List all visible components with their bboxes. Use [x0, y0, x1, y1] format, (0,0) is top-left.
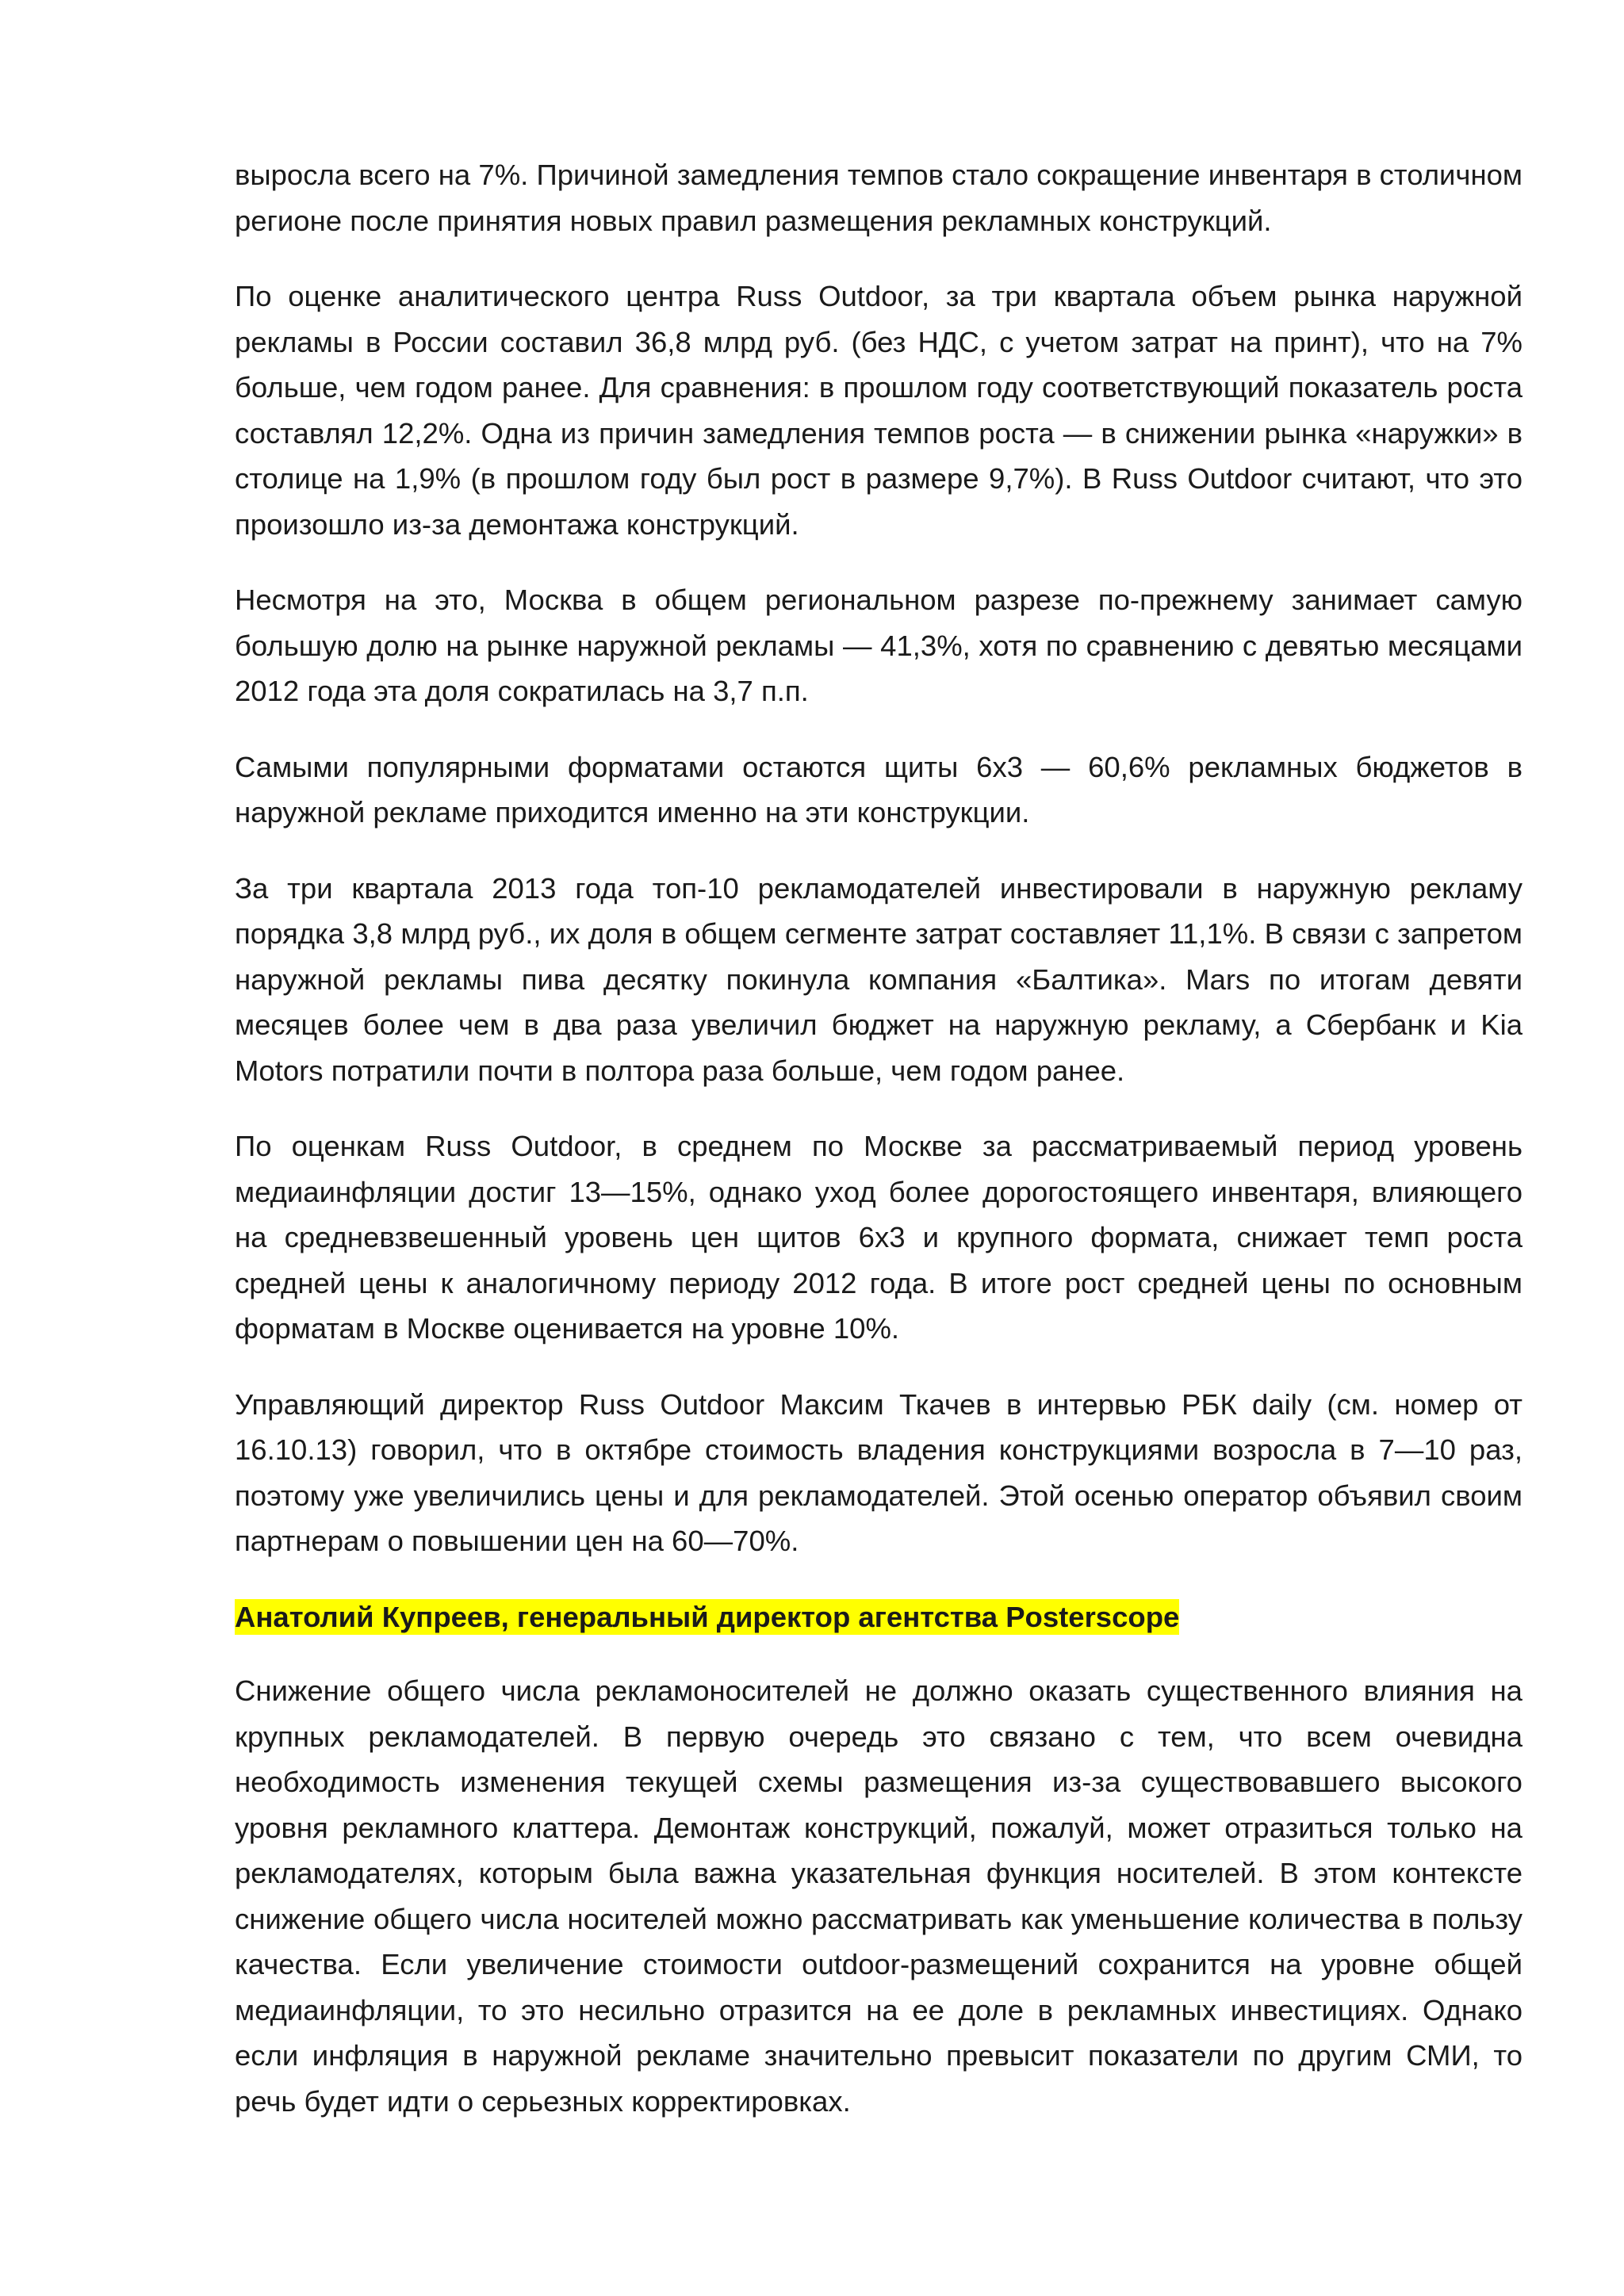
heading-text: Анатолий Купреев, генеральный директор агентства Posterscope: [235, 1600, 1180, 1633]
paragraph-kupreev-quote: Снижение общего числа рекламоносителей не должно оказать существенного влияния на крупных рекламодателей. В первую очередь это связано с тем, что всем очевидна необходимость изменения текущей схемы размещения из-за существовавшего высокого уровня рекламного клаттера. Демонтаж конструкций, пожалуй, может отразиться только на рекламодателях, которым была важна указательная функция носителей. В этом контексте снижение общего числа носителей можно рассматривать как уменьшение количества в пользу качества. Если увеличение стоимости outdoor-размещений сохранится на уровне общей медиаинфляции, то это несильно отразится на ее доле в рекламных инвестициях. Однако если инфляция в наружной рекламе значительно превысит показатели по другим СМИ, то речь будет идти о серьезных корректировках.: [235, 1674, 1522, 2118]
paragraph-russ-outdoor-estimate: По оценке аналитического центра Russ Outdoor, за три квартала объем рынка наружной рекламы в России составил 36,8 млрд руб. (без НДС, с учетом затрат на принт), что на 7% больше, чем годом ранее. Для сравнения: в прошлом году соответствующий показатель роста составлял 12,2%. Одна из причин замедления темпов роста — в снижении рынка «наружки» в столице на 1,9% (в прошлом году был рост в размере 9,7%). В Russ Outdoor считают, что это произошло из-за демонтажа конструкций.: [235, 280, 1522, 541]
paragraph-moscow-share: Несмотря на это, Москва в общем региональном разрезе по-прежнему занимает самую большую долю на рынке наружной рекламы — 41,3%, хотя по сравнению с девятью месяцами 2012 года эта доля сократилась на 3,7 п.п.: [235, 584, 1522, 707]
paragraph-popular-formats: Самыми популярными форматами остаются щиты 6х3 — 60,6% рекламных бюджетов в наружной рекламе приходится именно на эти конструкции.: [235, 750, 1522, 828]
paragraph-market-growth: выросла всего на 7%. Причиной замедления темпов стало сокращение инвентаря в столичном регионе после принятия новых правил размещения рекламных конструкций.: [235, 159, 1522, 237]
paragraph-tkachev-interview: Управляющий директор Russ Outdoor Максим Ткачев в интервью РБК daily (см. номер от 16.10.13) говорил, что в октябре стоимость владения конструкциями возросла в 7—10 раз, поэтому уже увеличились цены и для рекламодателей. Этой осенью оператор объявил своим партнерам о повышении цен на 60—70%.: [235, 1387, 1522, 1557]
paragraph-media-inflation: По оценкам Russ Outdoor, в среднем по Москве за рассматриваемый период уровень медиаинфляции достиг 13—15%, однако уход более дорогостоящего инвентаря, влияющего на средневзвешенный уровень цен щитов 6х3 и крупного формата, снижает темп роста средней цены к аналогичному периоду 2012 года. В итоге рост средней цены по основным форматам в Москве оценивается на уровне 10%.: [235, 1130, 1522, 1345]
document-page: [235, 152, 1522, 2154]
paragraph-top-advertisers: За три квартала 2013 года топ-10 рекламодателей инвестировали в наружную рекламу порядка 3,8 млрд руб., их доля в общем сегменте затрат составляет 11,1%. В связи с запретом наружной рекламы пива десятку покинула компания «Балтика». Mars по итогам девяти месяцев более чем в два раза увеличил бюджет на наружную рекламу, а Сбербанк и Kia Motors потратили почти в полтора раза больше, чем годом ранее.: [235, 871, 1522, 1087]
highlighted-heading: [235, 1594, 1522, 1640]
